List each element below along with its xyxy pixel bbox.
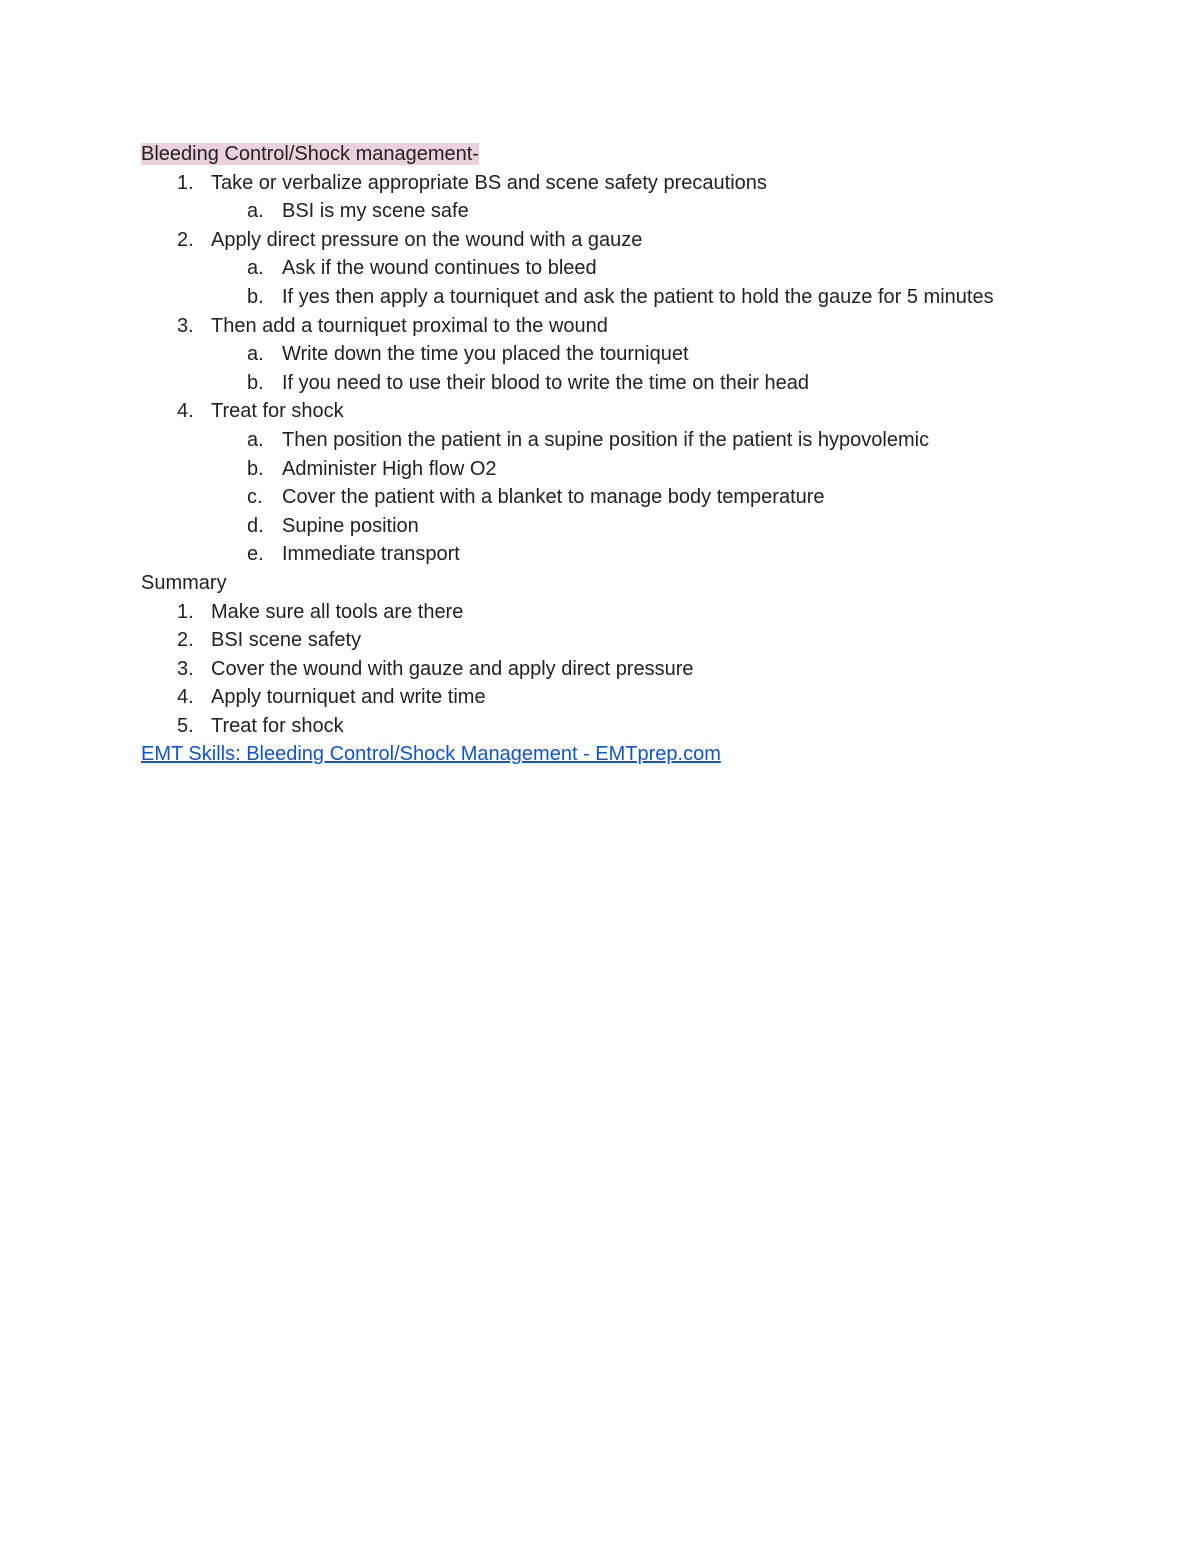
sub-list-item-text: BSI is my scene safe xyxy=(282,200,469,223)
sub-list-marker: b. xyxy=(247,371,264,394)
list-item-text: Then add a tourniquet proximal to the wound xyxy=(211,314,608,337)
sub-list-item-text: Administer High flow O2 xyxy=(282,457,497,480)
list-item-text: BSI scene safety xyxy=(211,629,362,652)
sub-list-item-text: Cover the patient with a blanket to manage body temperature xyxy=(282,486,825,509)
sub-list-item xyxy=(141,426,1141,455)
sub-list-marker: e. xyxy=(247,543,264,566)
list-marker: 3. xyxy=(177,314,194,337)
sub-list-item xyxy=(141,483,1141,512)
list-item-text: Treat for shock xyxy=(211,714,344,737)
list-item xyxy=(141,397,1141,426)
sub-list-item-text: If yes then apply a tourniquet and ask the patient to hold the gauze for 5 minutes xyxy=(282,285,994,308)
sub-list-item-text: If you need to use their blood to write the time on their head xyxy=(282,371,809,394)
sub-list-item-text: Immediate transport xyxy=(282,543,460,566)
page-heading: Bleeding Control/Shock management- xyxy=(141,143,479,165)
list-marker: 5. xyxy=(177,714,194,737)
heading-line xyxy=(141,140,1141,169)
list-marker: 4. xyxy=(177,686,194,709)
list-marker: 1. xyxy=(177,171,194,194)
sub-list-item xyxy=(141,283,1141,312)
list-item-text: Take or verbalize appropriate BS and scene safety precautions xyxy=(211,171,767,194)
sub-list-item xyxy=(141,455,1141,484)
list-marker: 2. xyxy=(177,228,194,251)
sub-list-item xyxy=(141,512,1141,541)
link-line xyxy=(141,740,1141,769)
sub-list-marker: a. xyxy=(247,343,264,366)
summary-item xyxy=(141,655,1141,684)
summary-item xyxy=(141,712,1141,741)
sub-list-item xyxy=(141,254,1141,283)
summary-item xyxy=(141,598,1141,627)
list-marker: 2. xyxy=(177,629,194,652)
sub-list-item-text: Ask if the wound continues to bleed xyxy=(282,257,597,280)
list-marker: 3. xyxy=(177,657,194,680)
sub-list-marker: c. xyxy=(247,486,263,509)
list-item-text: Cover the wound with gauze and apply direct pressure xyxy=(211,657,694,680)
document-page xyxy=(141,140,1141,769)
sub-list-item-text: Write down the time you placed the tourniquet xyxy=(282,343,689,366)
sub-list-item xyxy=(141,197,1141,226)
sub-list-item-text: Then position the patient in a supine position if the patient is hypovolemic xyxy=(282,428,930,451)
sub-list-marker: d. xyxy=(247,514,264,537)
emtprep-link[interactable]: EMT Skills: Bleeding Control/Shock Management - EMTprep.com xyxy=(141,743,721,766)
sub-list-item xyxy=(141,369,1141,398)
list-item xyxy=(141,169,1141,198)
summary-item xyxy=(141,683,1141,712)
list-item xyxy=(141,226,1141,255)
sub-list-item xyxy=(141,340,1141,369)
list-marker: 4. xyxy=(177,400,194,423)
sub-list-marker: a. xyxy=(247,200,264,223)
sub-list-item-text: Supine position xyxy=(282,514,419,537)
list-item-text: Apply direct pressure on the wound with a gauze xyxy=(211,228,643,251)
summary-item xyxy=(141,626,1141,655)
sub-list-item xyxy=(141,540,1141,569)
sub-list-marker: a. xyxy=(247,428,264,451)
list-marker: 1. xyxy=(177,600,194,623)
list-item-text: Treat for shock xyxy=(211,400,344,423)
list-item xyxy=(141,312,1141,341)
sub-list-marker: b. xyxy=(247,457,264,480)
summary-heading: Summary xyxy=(141,571,227,594)
list-item-text: Make sure all tools are there xyxy=(211,600,464,623)
list-item-text: Apply tourniquet and write time xyxy=(211,686,486,709)
sub-list-marker: b. xyxy=(247,285,264,308)
sub-list-marker: a. xyxy=(247,257,264,280)
